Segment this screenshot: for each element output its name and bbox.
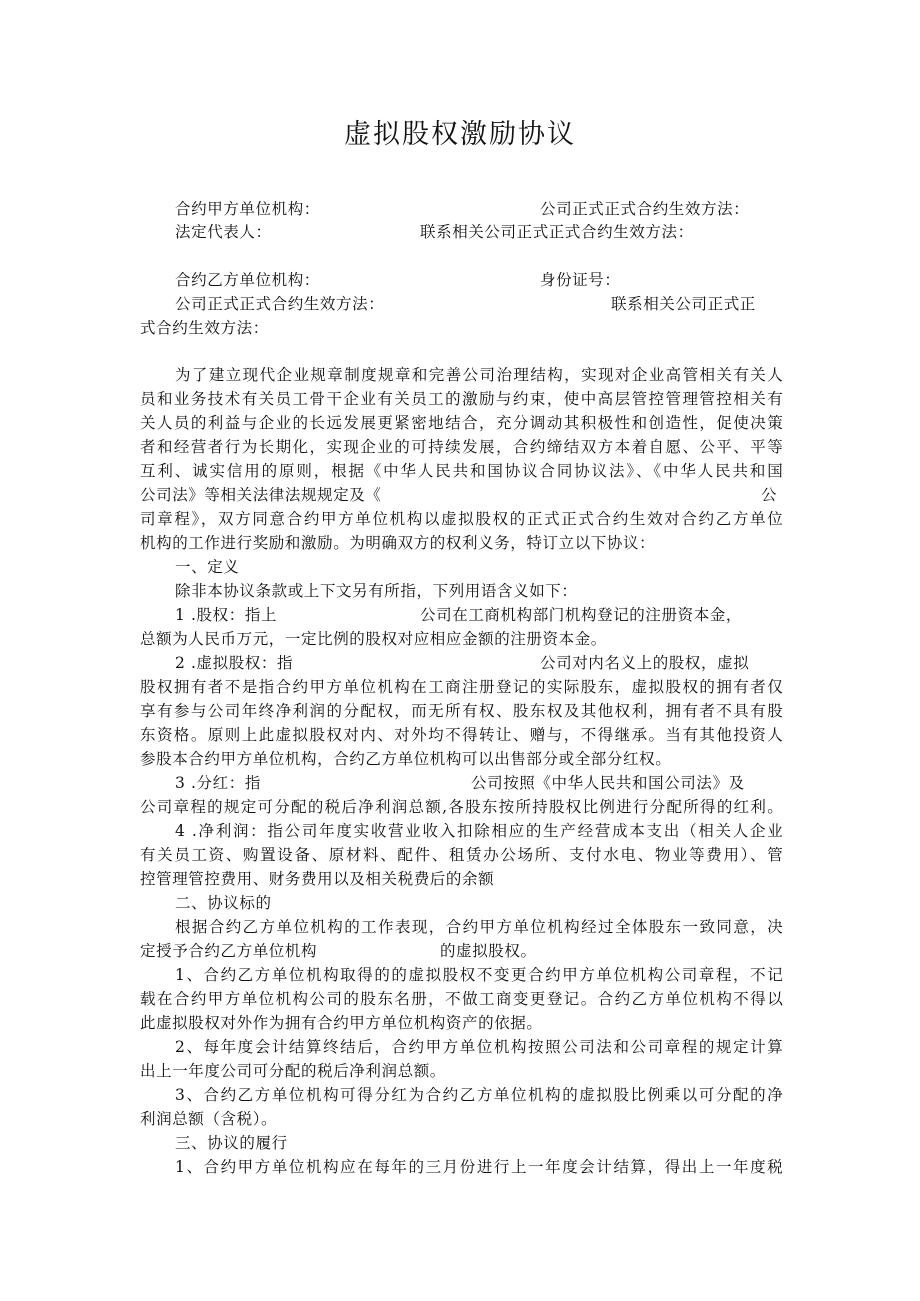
section-heading: 一、定义 [175, 558, 240, 576]
definition-3-cont: 公司章程的规定可分配的税后净利润总额,各股东按所持股权比例进行分配所得的红利。 [140, 798, 783, 816]
section2-item-line: 载在合约甲方单位机构公司的股东名册，不做工商变更登记。合约乙方单位机构不得以 [140, 990, 783, 1008]
preamble-line: 者和经营者行为长期化，实现企业的可持续发展，合约缔结双方本着自愿、公平、平等 [140, 438, 783, 456]
document-title: 虚拟股权激励协议 [344, 119, 576, 150]
section-heading: 三、协议的履行 [175, 1134, 288, 1152]
section-heading: 二、协议标的 [175, 894, 272, 912]
preamble-line: 司章程》，双方同意合约甲方单位机构以虚拟股权的正式正式合约生效对合约乙方单位 [140, 510, 783, 528]
section2-paragraph-line: 根据合约乙方单位机构的工作表现，合约甲方单位机构经过全体股东一致同意，决 [175, 918, 783, 936]
party-b-contact-label: 公司正式正式合约生效方法： [175, 295, 385, 313]
section2-item-line: 此虚拟股权对外作为拥有合约甲方单位机构资产的依据。 [140, 1014, 543, 1032]
section2-item-line: 利润总额（含税）。 [140, 1110, 278, 1128]
preamble-line: 公司法》等相关法律法规规定及《 [140, 486, 382, 504]
definition-2-line: 股权拥有者不是指合约甲方单位机构在工商注册登记的实际股东，虚拟股权的拥有者仅 [140, 678, 783, 696]
party-a-contact2-label: 联系相关公司正式正式合约生效方法： [420, 223, 694, 241]
section2-item-line: 出上一年度公司可分配的税后净利润总额。 [140, 1062, 446, 1080]
section2-paragraph-line-end: 的虚拟股权。 [440, 942, 537, 960]
preamble-line: 关人员的利益与企业的长远发展更紧密地结合，充分调动其积极性和创造性，促使决策 [140, 414, 783, 432]
party-a-contact-label: 公司正式正式合约生效方法： [540, 200, 750, 218]
party-b-contact2-label-cont: 式合约生效方法： [140, 319, 269, 337]
party-b-unit-label: 合约乙方单位机构： [175, 271, 320, 289]
definition-4-line: 有关员工资、购置设备、原材料、配件、租赁办公场所、支付水电、物业等费用）、管 [140, 846, 783, 864]
preamble-line: 员和业务技术有关员工骨干企业有关员工的激励与约束，使中高层管控管理管控相关有 [140, 390, 783, 408]
party-b-contact2-label: 联系相关公司正式正 [611, 295, 756, 313]
definition-1-text: 公司在工商机构部门机构登记的注册资本金， [420, 606, 743, 624]
definition-3-term: 3 .分红：指 [175, 774, 261, 792]
definition-2-line: 享有参与公司年终净利润的分配权，而无所有权、股东权及其他权利，拥有者不具有股 [140, 702, 783, 720]
definition-1-term: 1 .股权：指上 [175, 606, 278, 624]
section2-item-line: 3、合约乙方单位机构可得分红为合约乙方单位机构的虚拟股比例乘以可分配的净 [175, 1086, 783, 1104]
legal-rep-label: 法定代表人： [175, 223, 272, 241]
definition-2-text: 公司对内名义上的股权，虚拟 [540, 654, 750, 672]
section-intro: 除非本协议条款或上下文另有所指，下列用语含义如下： [175, 582, 578, 600]
definition-2-line: 东资格。原则上此虚拟股权对内、对外均不得转让、赠与，不得继承。当有其他投资人 [140, 726, 783, 744]
definition-3-text: 公司按照《中华人民共和国公司法》及 [471, 774, 745, 792]
party-a-unit-label: 合约甲方单位机构： [175, 200, 320, 218]
preamble-line: 机构的工作进行奖励和激励。为明确双方的权利义务，特订立以下协议： [140, 534, 656, 552]
party-b-id-label: 身份证号： [540, 271, 621, 289]
definition-2-term: 2 .虚拟股权：指 [175, 654, 294, 672]
section3-paragraph-line: 1、合约甲方单位机构应在每年的三月份进行上一年度会计结算，得出上一年度税 [175, 1158, 783, 1176]
preamble-line: 互利、诚实信用的原则，根据《中华人民共和国协议合同协议法》、《中华人民共和国 [140, 462, 783, 480]
preamble-line-end: 公 [761, 486, 778, 504]
definition-4-line: 控管理管控费用、财务费用以及相关税费后的余额 [140, 870, 495, 888]
definition-4-line: 4 .净利润：指公司年度实收营业收入扣除相应的生产经营成本支出（相关人企业 [175, 822, 783, 840]
section2-item-line: 2、每年度会计结算终结后，合约甲方单位机构按照公司法和公司章程的规定计算 [175, 1038, 783, 1056]
definition-1-cont: 总额为人民币万元，一定比例的股权对应相应金额的注册资本金。 [140, 630, 607, 648]
section2-paragraph-line: 定授予合约乙方单位机构 [140, 942, 318, 960]
section2-item-line: 1、合约乙方单位机构取得的的虚拟股权不变更合约甲方单位机构公司章程，不记 [175, 966, 783, 984]
definition-2-line: 参股本合约甲方单位机构，合约乙方单位机构可以出售部分或全部分红权。 [140, 750, 672, 768]
preamble-line: 为了建立现代企业规章制度规章和完善公司治理结构，实现对企业高管相关有关人 [175, 366, 783, 384]
